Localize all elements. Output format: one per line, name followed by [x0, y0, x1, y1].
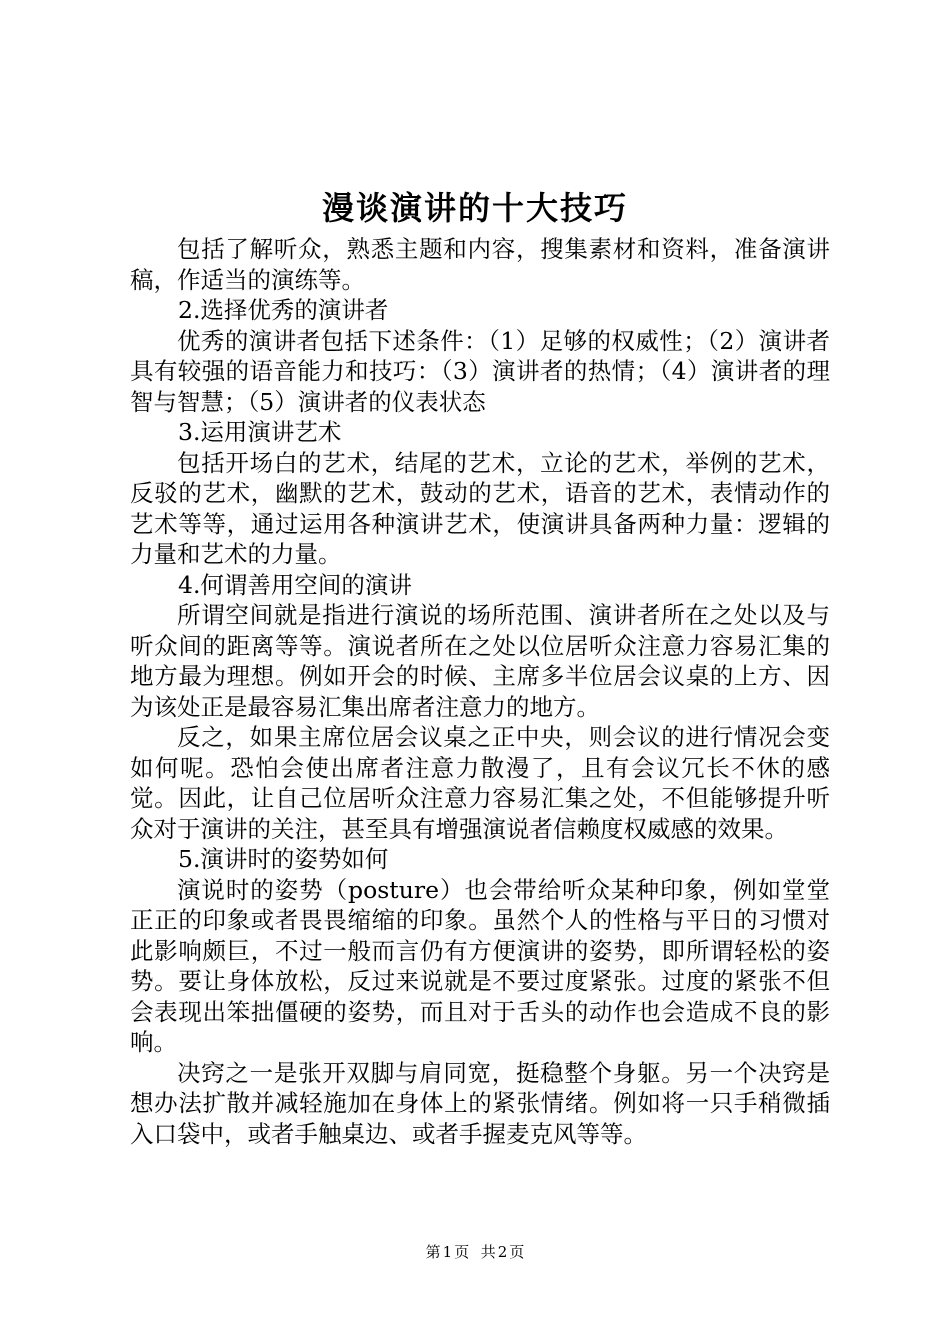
paragraph: 包括开场白的艺术，结尾的艺术，立论的艺术，举例的艺术，反驳的艺术，幽默的艺术，鼓动的艺术，语音的艺术，表情动作的艺术等等，通过运用各种演讲艺术，使演讲具备两种力量：逻辑的力量和艺术的力量。 [130, 448, 830, 568]
total-label-suffix: 页 [509, 1243, 525, 1261]
section-heading: 2.选择优秀的演讲者 [178, 296, 389, 324]
total-pages: 2 [497, 1243, 508, 1261]
page-label-prefix: 第 [425, 1243, 441, 1261]
document-title: 漫谈演讲的十大技巧 [321, 189, 628, 227]
total-label-prefix: 共 [480, 1243, 496, 1261]
paragraph: 反之，如果主席位居会议桌之正中央，则会议的进行情况会变如何呢。恐怕会使出席者注意力散漫了，且有会议冗长不休的感觉。因此，让自己位居听众注意力容易汇集之处，不但能够提升听众对于演讲的关注，甚至具有增强演说者信赖度权威感的效果。 [130, 723, 830, 843]
section-heading: 5.演讲时的姿势如何 [178, 845, 389, 873]
section-heading: 3.运用演讲艺术 [178, 418, 342, 446]
paragraph: 优秀的演讲者包括下述条件：（1）足够的权威性；（2）演讲者具有较强的语音能力和技巧：（3）演讲者的热情；（4）演讲者的理智与智慧；（5）演讲者的仪表状态 [130, 326, 830, 416]
paragraph: 决窍之一是张开双脚与肩同宽，挺稳整个身躯。另一个决窍是想办法扩散并减轻施加在身体上的紧张情绪。例如将一只手稍微插入口袋中，或者手触桌边、或者手握麦克风等等。 [130, 1058, 830, 1148]
paragraph: 包括了解听众，熟悉主题和内容，搜集素材和资料，准备演讲稿，作适当的演练等。 [130, 235, 830, 294]
page-number: 1 [442, 1243, 453, 1261]
document-body [130, 234, 830, 1149]
section-heading: 4.何谓善用空间的演讲 [178, 570, 412, 599]
page-footer [0, 1242, 950, 1262]
paragraph: 所谓空间就是指进行演说的场所范围、演讲者所在之处以及与听众间的距离等等。演说者所在之处以位居听众注意力容易汇集的地方最为理想。例如开会的时候、主席多半位居会议桌的上方、因为该处正是最容易汇集出席者注意力的地方。 [130, 601, 830, 721]
page-label-suffix: 页 [454, 1243, 470, 1261]
paragraph: 演说时的姿势（posture）也会带给听众某种印象，例如堂堂正正的印象或者畏畏缩缩的印象。虽然个人的性格与平日的习惯对此影响颇巨，不过一般而言仍有方便演讲的姿势，即所谓轻松的姿势。要让身体放松，反过来说就是不要过度紧张。过度的紧张不但会表现出笨拙僵硬的姿势，而且对于舌头的动作也会造成不良的影响。 [130, 875, 830, 1056]
